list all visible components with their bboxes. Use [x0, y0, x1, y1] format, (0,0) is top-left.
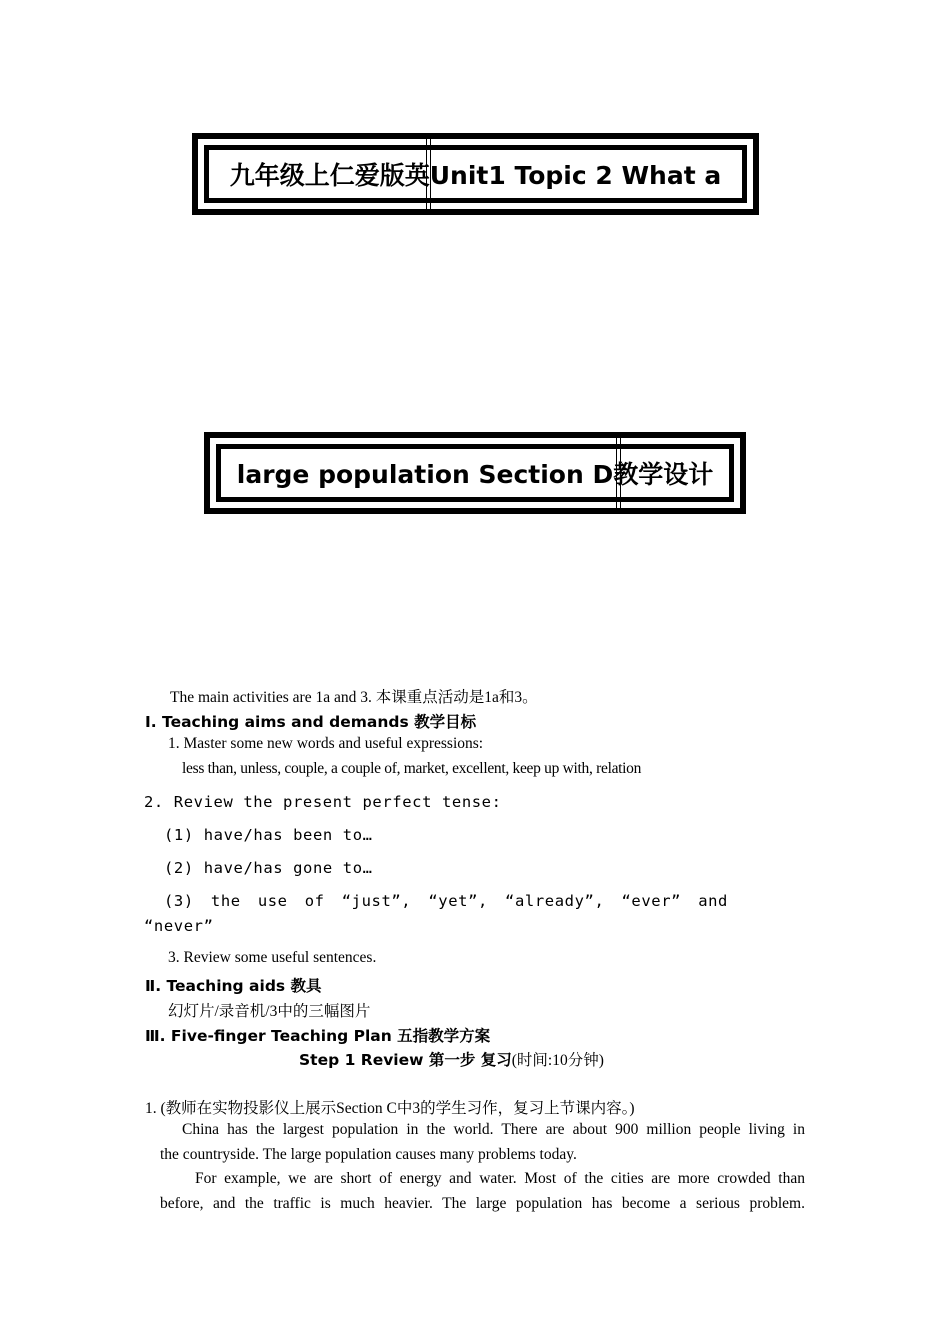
- section-3-heading: Ⅲ. Five-finger Teaching Plan 五指教学方案: [145, 1027, 491, 1045]
- step-1-heading: [299, 1048, 604, 1070]
- title-banner-1: [192, 133, 759, 215]
- essay-paragraph-2-line-2: before, and the traffic is much heavier. The large population has become a serious problem.: [160, 1195, 805, 1212]
- review-instruction: 1. (教师在实物投影仪上展示Section C中3的学生习作，复习上节课内容。): [145, 1100, 635, 1117]
- page-title-line-2: large population Section D教学设计: [236, 460, 714, 489]
- aim-item-3: 3. Review some useful sentences.: [168, 949, 377, 966]
- aim-item-1: 1. Master some new words and useful expressions:: [168, 735, 484, 752]
- teaching-aids-content: 幻灯片/录音机/3中的三幅图片: [168, 1003, 371, 1020]
- essay-paragraph-1-line-2: the countryside. The large population causes many problems today.: [160, 1146, 577, 1163]
- section-1-heading: Ⅰ. Teaching aims and demands 教学目标: [145, 713, 477, 731]
- essay-paragraph-1-line-1: China has the largest population in the world. There are about 900 million people living in: [182, 1121, 805, 1138]
- step-1-time: (时间:10分钟): [511, 1052, 604, 1069]
- title-banner-2: [204, 432, 746, 514]
- aim-item-1-words: less than, unless, couple, a couple of, market, excellent, keep up with, relation: [182, 760, 642, 777]
- aim-item-2c-line-1: (3) the use of “just”, “yet”, “already”, “ever” and: [164, 892, 728, 910]
- aim-item-2c-line-2: “never”: [144, 917, 214, 935]
- section-2-heading: Ⅱ. Teaching aids 教具: [145, 977, 322, 995]
- essay-paragraph-2-line-1: For example, we are short of energy and water. Most of the cities are more crowded than: [195, 1170, 805, 1187]
- page-title-line-1: 九年级上仁爱版英Unit1 Topic 2 What a: [229, 161, 722, 190]
- intro-text: The main activities are 1a and 3. 本课重点活动是1a和3。: [170, 689, 538, 706]
- aim-item-2b: (2) have/has gone to…: [164, 859, 373, 877]
- aim-item-2: 2. Review the present perfect tense:: [144, 793, 502, 811]
- aim-item-2a: (1) have/has been to…: [164, 826, 373, 844]
- step-1-title: Step 1 Review 第一步 复习: [299, 1051, 512, 1069]
